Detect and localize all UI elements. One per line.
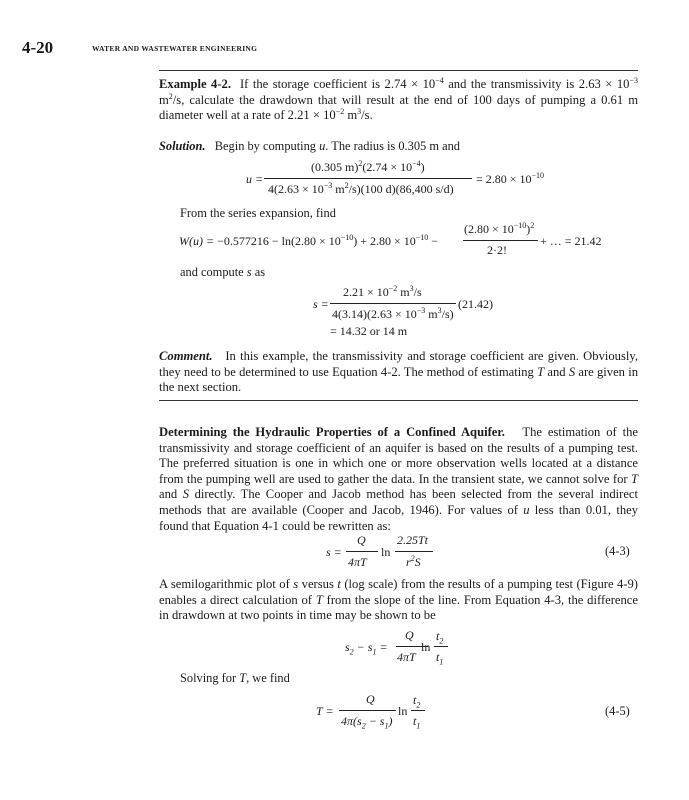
comment-label: Comment.: [159, 349, 213, 363]
den-part: m: [332, 182, 345, 196]
num-part: ): [420, 160, 425, 174]
solving-text: [180, 671, 290, 686]
compute-text: [180, 265, 265, 280]
exponent: 2: [358, 159, 363, 168]
solution-label: Solution.: [159, 139, 206, 153]
solution-text: Begin by computing: [214, 139, 320, 153]
s-denominator: [332, 307, 454, 322]
eq45-ln-den: [413, 714, 420, 730]
comment-text: and: [544, 364, 569, 379]
exponent: −10: [513, 221, 527, 230]
exponent: −2: [335, 107, 345, 116]
exponent: 3: [357, 107, 362, 116]
subscript: 2: [416, 700, 421, 710]
comment-text: In this example, the transmissivity and storage coefficient are given. Obviously, they need to be determined to use Equation 4-2. The method of estimating: [159, 349, 638, 379]
semilog-text: from the slope of the line. From Equation 4-3, the difference in drawdown at two points in time may be shown to be: [159, 592, 638, 623]
compute-part: and compute: [180, 265, 247, 279]
series-text: From the series expansion, find: [180, 206, 336, 220]
exponent: 3: [409, 284, 414, 293]
subscript: 1: [372, 647, 377, 657]
u-fraction-bar: [264, 178, 472, 179]
semilog-text: versus: [298, 577, 338, 591]
eq45-lhs: T =: [316, 704, 334, 718]
subscript: 2: [439, 636, 444, 646]
num-part: 2.21 × 10: [343, 285, 389, 299]
eq45-ln: ln: [398, 704, 408, 718]
num-part: (2.80 × 10: [464, 222, 514, 236]
problem-text: m: [344, 108, 358, 123]
s-lhs: s =: [313, 297, 329, 311]
eq45-fraction-bar: [339, 710, 396, 711]
eq45-ln-num: [413, 693, 420, 709]
semilog-text: A semilogarithmic plot of: [159, 577, 294, 591]
eq43-ln: ln: [381, 545, 391, 559]
section-text: directly. The Cooper and Jacob method has been selected from the several indirect methods that are available (Cooper and Jacob, 1946). For values of: [159, 487, 638, 517]
eq45-q: Q: [366, 692, 375, 706]
num-part: t: [436, 629, 440, 643]
comment-text: T: [537, 364, 545, 379]
problem-text: /s.: [361, 108, 373, 123]
semilog-text: s: [293, 577, 299, 591]
num-part: (2.74 × 10: [362, 160, 413, 174]
eq45-ln-bar: [411, 710, 425, 711]
subscript: 1: [439, 657, 444, 667]
exponent: 2: [168, 91, 173, 101]
lhs-part: =: [376, 640, 388, 654]
lhs-part: s: [345, 640, 350, 654]
u-denominator: [268, 182, 454, 197]
eqdiff-den: 4πT: [397, 650, 416, 664]
s-factor: (21.42): [458, 297, 493, 311]
wu-part: ) + 2.80 × 10: [353, 234, 416, 248]
comment-text: are given in the next section.: [159, 364, 639, 395]
exponent: −10: [415, 233, 429, 242]
eqdiff-q: Q: [405, 628, 414, 642]
eqdiff-ln-den: [436, 650, 443, 666]
semilog-text: (log scale) from the results of a pumping test (Figure 4-9) enables a direct calculation of: [159, 577, 638, 607]
u-result: [476, 172, 544, 187]
solving-part: , we find: [246, 671, 290, 685]
exponent: 2: [344, 181, 349, 190]
u-lhs: u =: [246, 172, 264, 186]
solution-intro: [159, 139, 460, 154]
section-text: T: [630, 471, 638, 486]
eq43-ln-den: [406, 555, 421, 570]
wu-tail: + … = 21.42: [540, 234, 602, 248]
s-fraction-bar: [330, 303, 456, 304]
den-part: t: [413, 714, 417, 728]
eqdiff-ln-bar: [434, 646, 448, 647]
problem-text: /s, calculate the drawdown that will result at the end of 100 days of pumping a 0.61 m diameter well at a rate of 2.21 × 10: [159, 92, 638, 123]
section-text: less than 0.01, they found that Equation 4-1 could be rewritten as:: [159, 502, 638, 533]
eq43-fraction-bar: [346, 551, 378, 552]
num-part: /s: [413, 285, 422, 299]
eq45-den: [341, 714, 392, 730]
problem-text: If the storage coefficient is 2.74 × 10: [239, 77, 436, 91]
exponent: 2: [530, 221, 535, 230]
den-part: − s: [365, 714, 385, 728]
subscript: 2: [349, 647, 354, 657]
exponent: −4: [412, 159, 421, 168]
example-top-rule: [159, 70, 638, 71]
den-part: /s): [441, 307, 454, 321]
wu-equation: [179, 234, 438, 249]
solving-part: T: [239, 671, 247, 685]
solving-part: Solving for: [180, 671, 240, 685]
den-part: S: [414, 555, 421, 569]
exponent: −3: [323, 181, 333, 190]
subscript: 1: [384, 721, 389, 731]
exponent: 2: [410, 554, 415, 563]
subscript: 2: [361, 721, 366, 731]
exponent: −3: [416, 306, 426, 315]
problem-text: and the transmissivity is 2.63 × 10: [443, 77, 630, 91]
subscript: 1: [416, 721, 421, 731]
example-label: Example 4-2.: [159, 77, 231, 91]
section-text: The estimation of the transmissivity and storage coefficient of an aquifer is based on the results of a pumping test. The preferred situation is one in which one or more observation wells located at a distance from the pumping well are used to gather the data. In the transient state, we cannot solve for: [159, 425, 639, 486]
section-title: Determining the Hydraulic Properties of a Confined Aquifer.: [159, 425, 505, 439]
wu-lhs: W(u) =: [179, 234, 215, 248]
wu-part: −0.577216 − ln(2.80 × 10: [217, 234, 341, 248]
exponent: −10: [531, 171, 545, 180]
comment-text: S: [568, 364, 576, 379]
compute-part: s: [246, 265, 252, 279]
eqdiff-ln: ln: [421, 640, 431, 654]
exponent: 3: [437, 306, 442, 315]
comment: [159, 349, 638, 396]
num-part: t: [413, 693, 417, 707]
s-result: = 14.32 or 14 m: [330, 324, 408, 338]
exponent: −2: [388, 284, 398, 293]
den-part: 4π(s: [341, 714, 362, 728]
page-number: 4-20: [22, 38, 54, 57]
eq43-lhs: s =: [326, 545, 342, 559]
num-part: ): [526, 222, 531, 236]
num-part: (0.305 m): [311, 160, 359, 174]
section-text: S: [182, 487, 190, 502]
section-text: and: [159, 487, 183, 502]
solution-text: u: [319, 139, 326, 153]
den-part: m: [425, 307, 438, 321]
semilog-text: T: [315, 592, 323, 607]
eq43-ln-bar: [395, 551, 433, 552]
solution-text: . The radius is 0.305 m and: [325, 139, 460, 153]
example-bottom-rule: [159, 400, 638, 401]
wu-part: −: [428, 234, 439, 248]
eq43-q: Q: [357, 533, 366, 547]
s-numerator: [343, 285, 422, 300]
eq43-den: 4πT: [348, 555, 367, 569]
result-part: = 2.80 × 10: [476, 172, 532, 186]
semilog-text: t: [337, 577, 341, 591]
eqdiff-ln-num: [436, 629, 443, 645]
den-part: t: [436, 650, 440, 664]
eq45-number: (4-5): [605, 704, 630, 718]
exponent: −4: [435, 75, 444, 85]
semilog-paragraph: [159, 577, 638, 624]
problem-text: m: [159, 92, 169, 107]
eq43-number: (4-3): [605, 544, 630, 558]
wu-frac-numerator: [464, 222, 534, 237]
num-part: m: [397, 285, 410, 299]
exponent: −10: [340, 233, 354, 242]
example-problem: [159, 77, 638, 124]
wu-fraction-bar: [463, 240, 538, 241]
den-part: 4(3.14)(2.63 × 10: [332, 307, 417, 321]
den-part: /s)(100 d)(86,400 s/d): [348, 182, 454, 196]
running-head: WATER AND WASTEWATER ENGINEERING: [92, 44, 258, 53]
section-body: [159, 425, 638, 534]
section-text: u: [523, 502, 530, 517]
den-part: r: [406, 555, 411, 569]
compute-part: as: [251, 265, 266, 279]
u-numerator: [311, 160, 425, 175]
exponent: −3: [629, 75, 638, 85]
eq43-ln-num: 2.25Tt: [397, 533, 429, 547]
lhs-part: − s: [353, 640, 373, 654]
den-part: 4(2.63 × 10: [268, 182, 324, 196]
wu-frac-denominator: 2·2!: [487, 243, 507, 257]
eqdiff-lhs: [345, 640, 388, 656]
den-part: ): [388, 714, 393, 728]
